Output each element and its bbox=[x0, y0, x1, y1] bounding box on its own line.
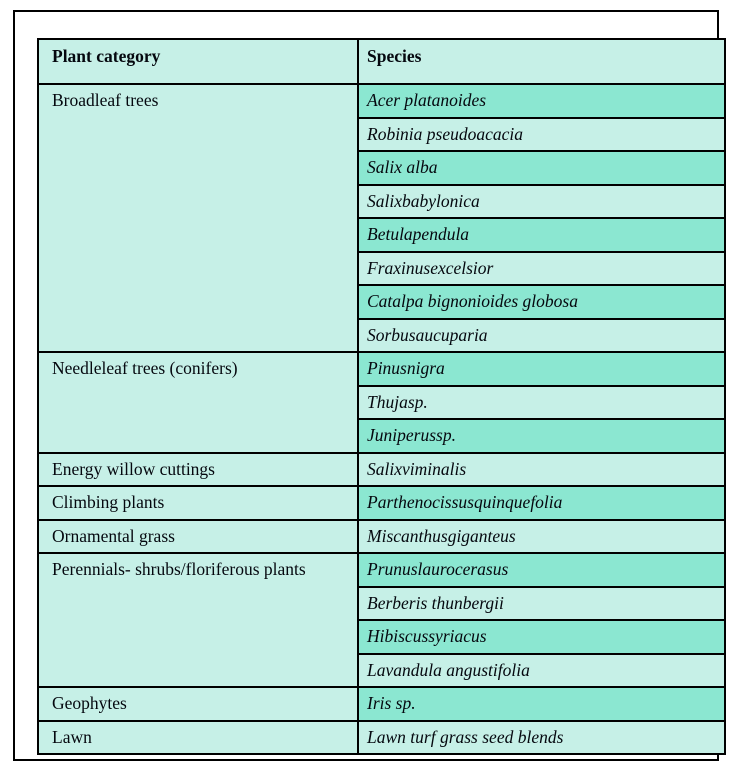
header-plant-category: Plant category bbox=[38, 39, 358, 84]
species-cell: Lavandula angustifolia bbox=[358, 654, 725, 688]
category-cell: Needleleaf trees (conifers) bbox=[38, 352, 358, 453]
species-cell: Salix alba bbox=[358, 151, 725, 185]
category-cell: Energy willow cuttings bbox=[38, 453, 358, 487]
species-cell: Pinusnigra bbox=[358, 352, 725, 386]
species-cell: Lawn turf grass seed blends bbox=[358, 721, 725, 755]
table-row bbox=[38, 486, 725, 520]
species-cell: Acer platanoides bbox=[358, 84, 725, 118]
table-row bbox=[38, 553, 725, 587]
outer-frame bbox=[13, 10, 719, 761]
species-cell: Fraxinusexcelsior bbox=[358, 252, 725, 286]
table-row bbox=[38, 84, 725, 118]
category-cell: Geophytes bbox=[38, 687, 358, 721]
species-cell: Thujasp. bbox=[358, 386, 725, 420]
species-cell: Salixbabylonica bbox=[358, 185, 725, 219]
category-cell: Broadleaf trees bbox=[38, 84, 358, 352]
table-row bbox=[38, 453, 725, 487]
species-cell: Juniperussp. bbox=[358, 419, 725, 453]
species-cell: Betulapendula bbox=[358, 218, 725, 252]
plant-species-table bbox=[37, 38, 726, 755]
category-cell: Lawn bbox=[38, 721, 358, 755]
species-cell: Iris sp. bbox=[358, 687, 725, 721]
table-row bbox=[38, 721, 725, 755]
species-cell: Catalpa bignonioides globosa bbox=[358, 285, 725, 319]
category-cell: Perennials- shrubs/floriferous plants bbox=[38, 553, 358, 687]
species-cell: Sorbusaucuparia bbox=[358, 319, 725, 353]
header-species: Species bbox=[358, 39, 725, 84]
category-cell: Climbing plants bbox=[38, 486, 358, 520]
species-cell: Salixviminalis bbox=[358, 453, 725, 487]
species-cell: Berberis thunbergii bbox=[358, 587, 725, 621]
species-cell: Hibiscussyriacus bbox=[358, 620, 725, 654]
plant-table-body bbox=[38, 84, 725, 754]
table-row bbox=[38, 352, 725, 386]
table-row bbox=[38, 687, 725, 721]
table-row bbox=[38, 520, 725, 554]
species-cell: Parthenocissusquinquefolia bbox=[358, 486, 725, 520]
species-cell: Miscanthusgiganteus bbox=[358, 520, 725, 554]
category-cell: Ornamental grass bbox=[38, 520, 358, 554]
species-cell: Prunuslaurocerasus bbox=[358, 553, 725, 587]
header-row bbox=[38, 39, 725, 84]
species-cell: Robinia pseudoacacia bbox=[358, 118, 725, 152]
